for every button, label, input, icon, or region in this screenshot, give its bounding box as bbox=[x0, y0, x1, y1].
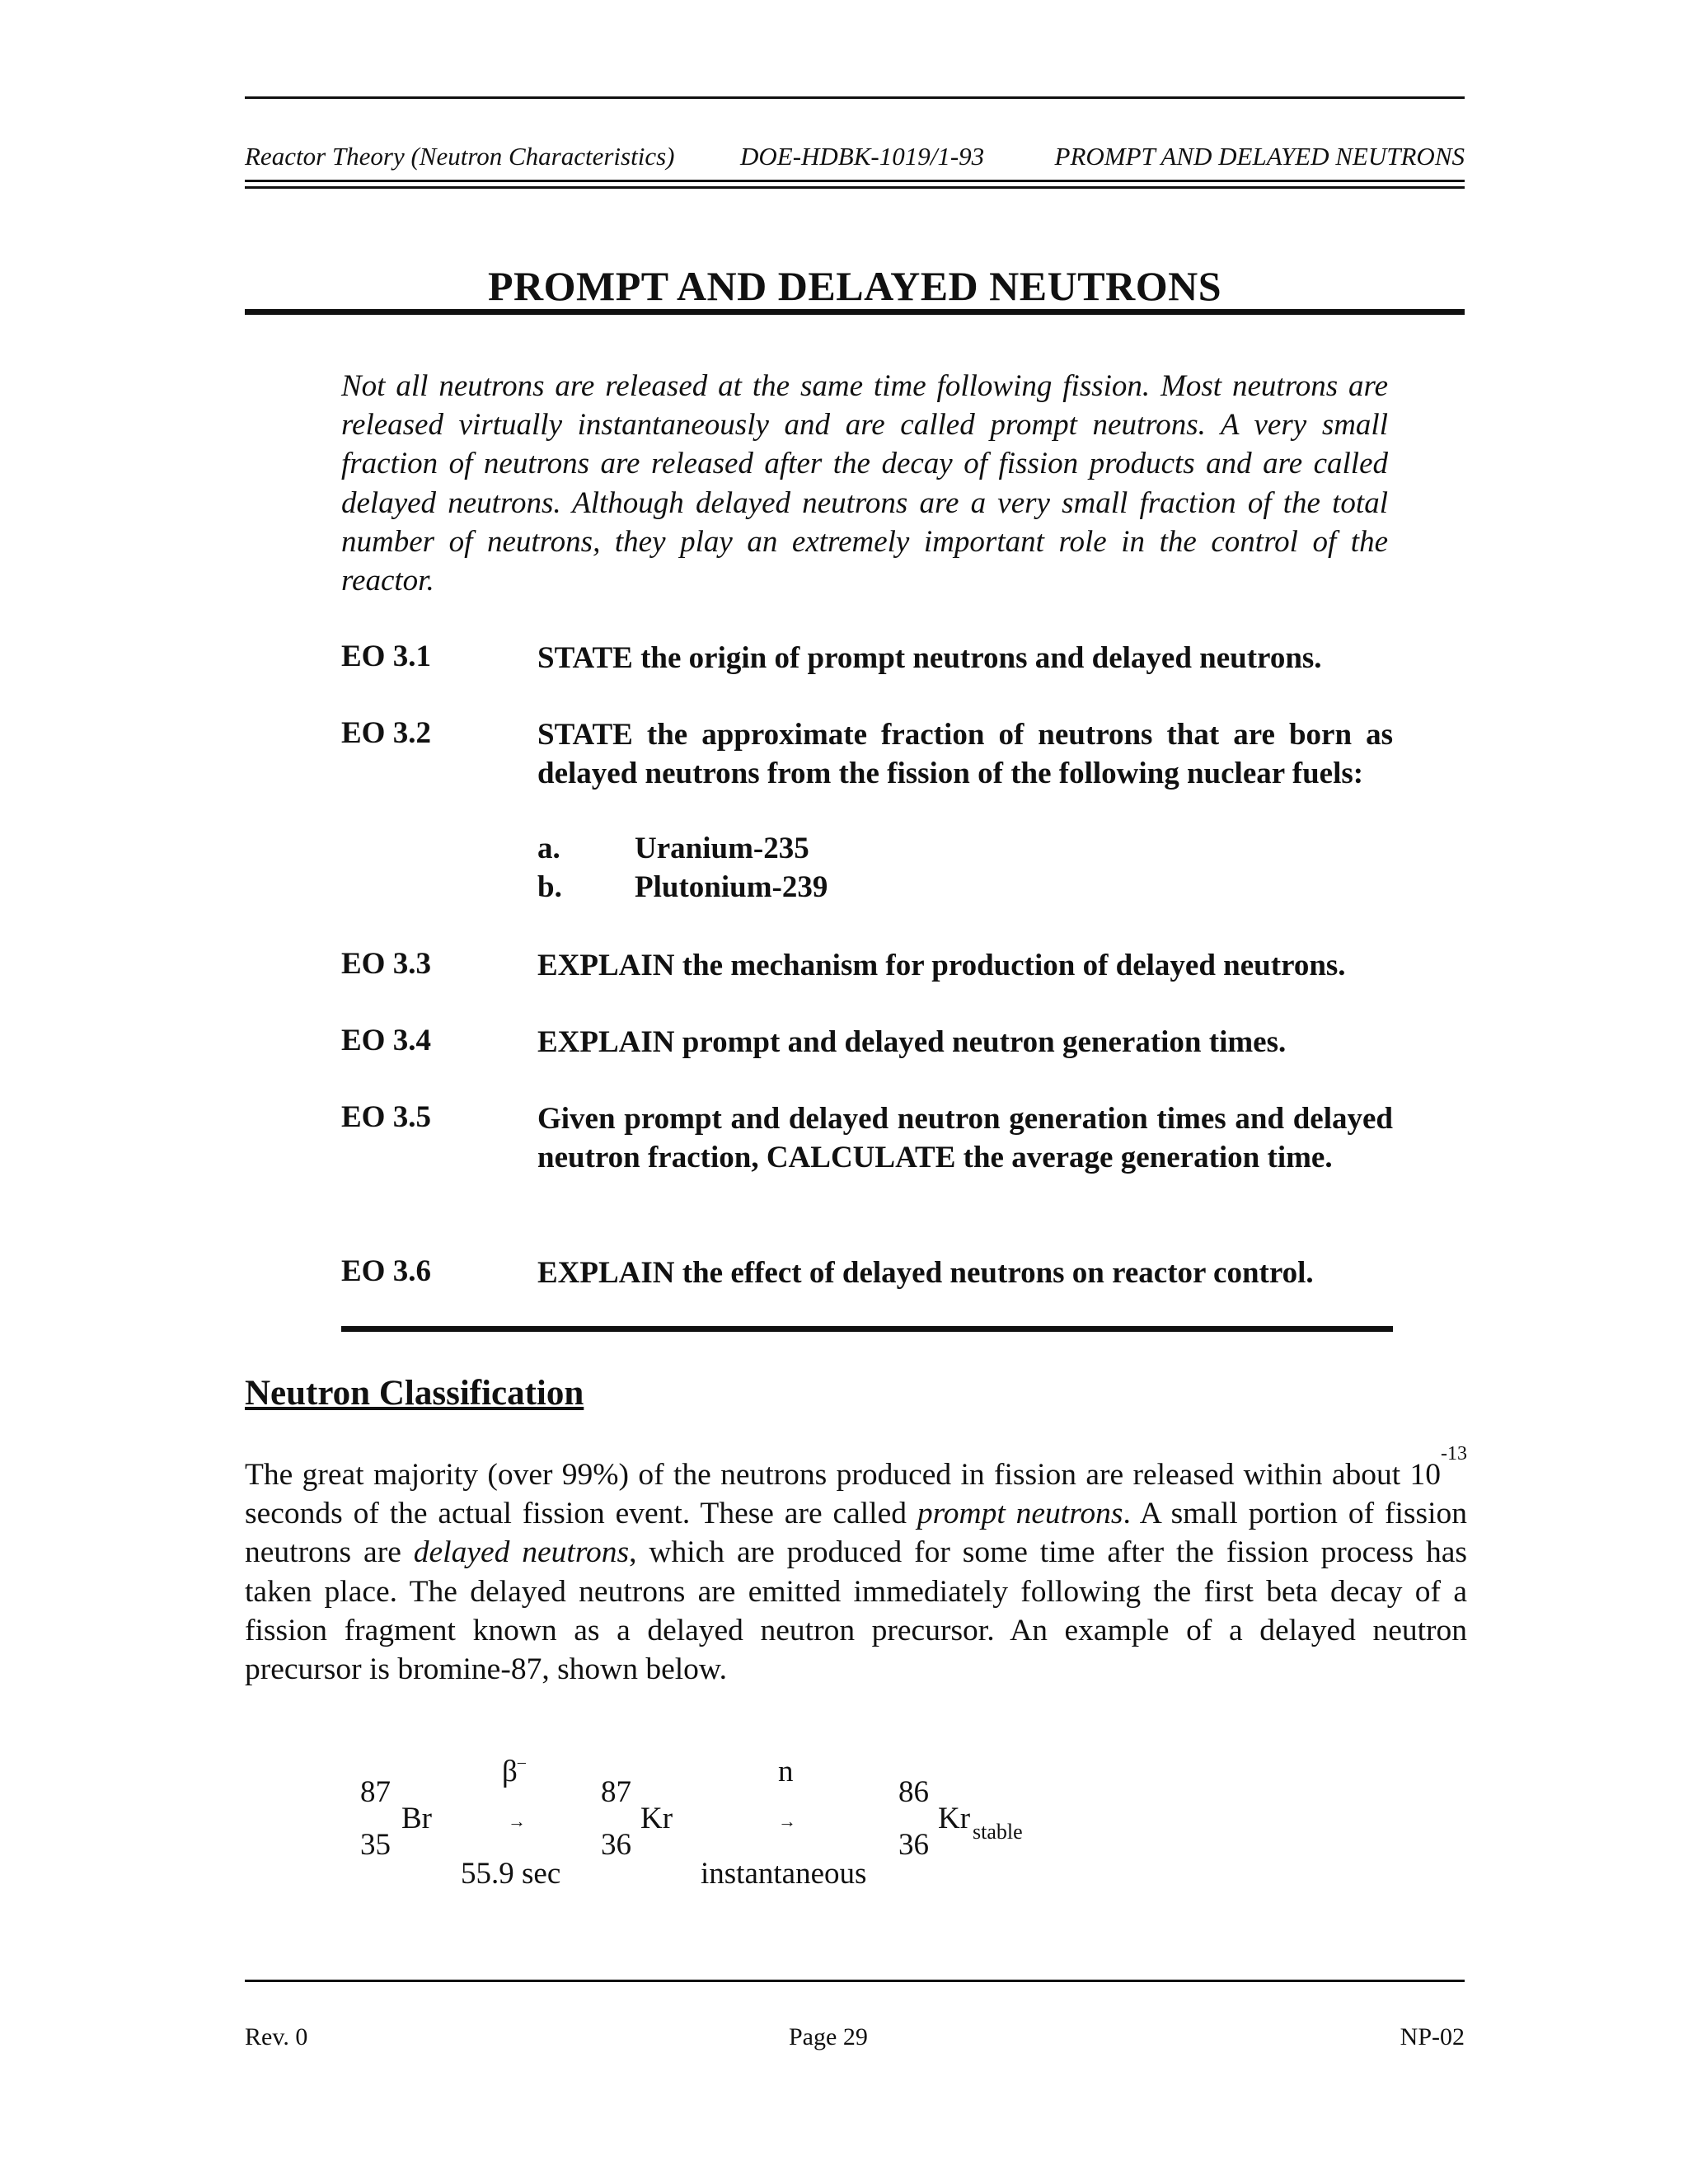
nuclide-2-mass: 87 bbox=[601, 1775, 631, 1809]
nuclide-3-z: 36 bbox=[898, 1828, 929, 1862]
body-paragraph bbox=[245, 1443, 1467, 1689]
objective-text: EXPLAIN the effect of delayed neutrons on reactor control. bbox=[537, 1256, 1314, 1290]
nuclide-2-z: 36 bbox=[601, 1828, 631, 1862]
footer-center: Page 29 bbox=[789, 2023, 868, 2050]
objective-text: STATE the origin of prompt neutrons and delayed neutrons. bbox=[537, 641, 1322, 675]
objective-text: STATE the approximate fraction of neutrons that are born as delayed neutrons from the fission of the following nuclear fuels: bbox=[537, 718, 1393, 791]
objective-text: EXPLAIN prompt and delayed neutron generation times. bbox=[537, 1025, 1287, 1059]
neutron-label: n bbox=[778, 1755, 794, 1788]
nuclide-3-mass: 86 bbox=[898, 1775, 929, 1809]
term-delayed-neutrons: delayed neutrons bbox=[413, 1535, 630, 1570]
header-left: Reactor Theory (Neutron Characteristics) bbox=[245, 142, 675, 171]
nuclide-3-subscript: stable bbox=[973, 1820, 1023, 1844]
beta-sign: – bbox=[517, 1753, 526, 1771]
body-text: The great majority (over 99%) of the neutrons produced in fission are released within about 10 bbox=[245, 1458, 1441, 1492]
objective-id: EO 3.1 bbox=[341, 640, 431, 673]
footer-rule bbox=[245, 1980, 1465, 1982]
objective-id: EO 3.6 bbox=[341, 1254, 431, 1288]
header-top-rule bbox=[245, 96, 1465, 99]
page-title: PROMPT AND DELAYED NEUTRONS bbox=[487, 263, 1221, 309]
intro-paragraph: Not all neutrons are released at the same time following fission. Most neutrons are released virtually instantaneously and are called prompt neutrons. A very small fraction of neutrons are released after the decay of fission products and are called delayed neutrons. Although delayed neutrons are a very small fraction of the total number of neutrons, they play an extremely important role in the control of the reactor. bbox=[341, 369, 1388, 598]
objective-subitem-key: b. bbox=[537, 870, 562, 904]
objective-subitem-key: a. bbox=[537, 832, 560, 865]
title-rule bbox=[245, 309, 1465, 315]
term-prompt-neutrons: prompt neutrons bbox=[917, 1497, 1123, 1531]
section-heading: Neutron Classification bbox=[245, 1374, 584, 1413]
nuclide-1-symbol: Br bbox=[401, 1802, 432, 1835]
objective-id: EO 3.4 bbox=[341, 1024, 431, 1057]
nuclide-1-mass: 87 bbox=[360, 1775, 391, 1809]
half-life-label: 55.9 sec bbox=[461, 1857, 561, 1891]
arrow-icon: → bbox=[508, 1811, 526, 1831]
header-right: PROMPT AND DELAYED NEUTRONS bbox=[1054, 142, 1465, 171]
header-center: DOE-HDBK-1019/1-93 bbox=[740, 142, 985, 171]
objective-id: EO 3.3 bbox=[341, 947, 431, 981]
objectives-rule bbox=[341, 1326, 1393, 1332]
beta-symbol: β bbox=[502, 1755, 518, 1788]
objective-text: EXPLAIN the mechanism for production of delayed neutrons. bbox=[537, 949, 1346, 982]
arrow-icon: → bbox=[778, 1811, 796, 1831]
header-double-rule-1 bbox=[245, 180, 1465, 182]
objective-id: EO 3.5 bbox=[341, 1100, 431, 1134]
objective-id: EO 3.2 bbox=[341, 716, 431, 750]
instantaneous-label: instantaneous bbox=[701, 1857, 867, 1891]
nuclide-2-symbol: Kr bbox=[640, 1802, 673, 1835]
body-text: . A small portion of fission neutrons are bbox=[245, 1497, 1467, 1570]
exponent: -13 bbox=[1441, 1443, 1467, 1465]
objective-text: Given prompt and delayed neutron generation times and delayed neutron fraction, CALCULATE the average generation time. bbox=[537, 1102, 1393, 1175]
beta-label bbox=[502, 1754, 526, 1789]
body-text: , which are produced for some time after the fission process has taken place. The delayed neutrons are emitted immediately following the first beta decay of a fission fragment known as a delayed neutron precursor. An example of a delayed neutron precursor is bromine-87, shown below. bbox=[245, 1535, 1467, 1687]
objective-subitem-value: Plutonium-239 bbox=[635, 870, 828, 904]
footer-right: NP-02 bbox=[1400, 2023, 1465, 2050]
footer-left: Rev. 0 bbox=[245, 2023, 308, 2050]
header-double-rule-2 bbox=[245, 186, 1465, 189]
body-text: seconds of the actual fission event. These are called bbox=[245, 1497, 917, 1531]
nuclide-3-symbol: Kr bbox=[938, 1802, 971, 1835]
nuclide-1-z: 35 bbox=[360, 1828, 391, 1862]
objective-subitem-value: Uranium-235 bbox=[635, 832, 809, 865]
